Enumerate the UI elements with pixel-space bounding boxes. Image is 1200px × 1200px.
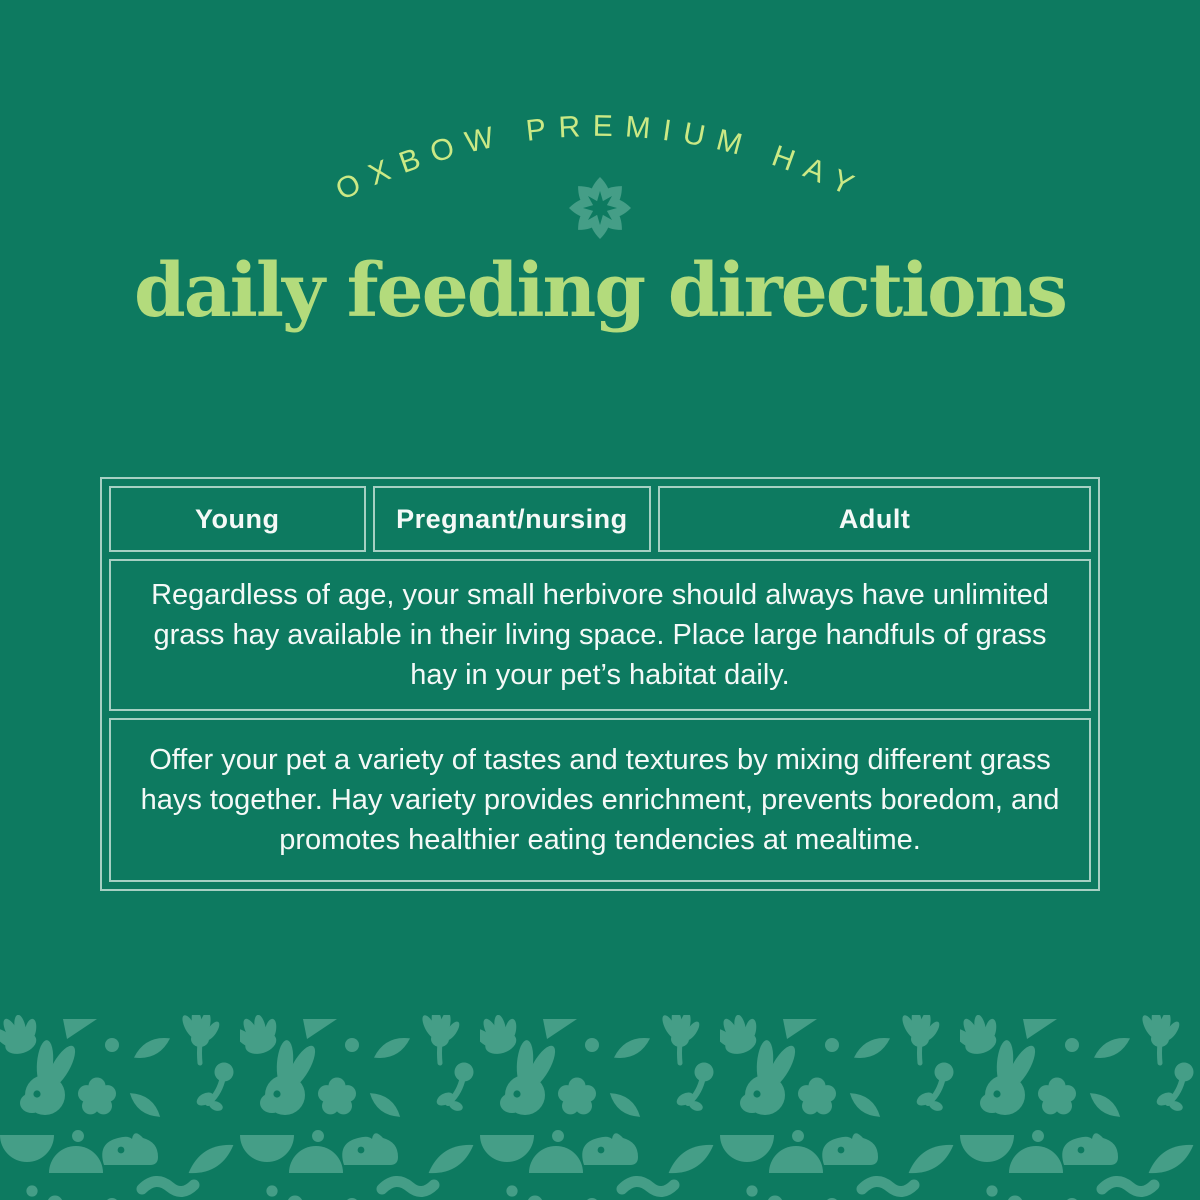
feeding-table-header-row: [109, 486, 1091, 552]
feeding-note-hay-variety: Offer your pet a variety of tastes and textures by mixing different grass hays together. Hay variety provides enrichment, prevents boredom, and promotes healthier eating tendencies at mealtime.: [109, 718, 1091, 882]
table-row: [109, 559, 1091, 711]
column-header-young: Young: [109, 486, 366, 552]
flower-star-cutout: [583, 191, 617, 225]
pattern-band-fill: [0, 1015, 1200, 1200]
decorative-animal-pattern: [0, 1015, 1200, 1200]
table-row: [109, 718, 1091, 882]
feeding-table: [100, 477, 1100, 891]
feeding-note-unlimited-hay: Regardless of age, your small herbivore should always have unlimited grass hay available in their living space. Place large handfuls of grass hay in your pet’s habitat daily.: [109, 559, 1091, 711]
page-title: daily feeding directions: [134, 248, 1066, 334]
column-header-pregnant-nursing: Pregnant/nursing: [373, 486, 652, 552]
flower-icon: [568, 176, 632, 240]
column-header-adult: Adult: [658, 486, 1091, 552]
brand-arch-text-path: OXBOW PREMIUM HAY: [330, 109, 870, 207]
